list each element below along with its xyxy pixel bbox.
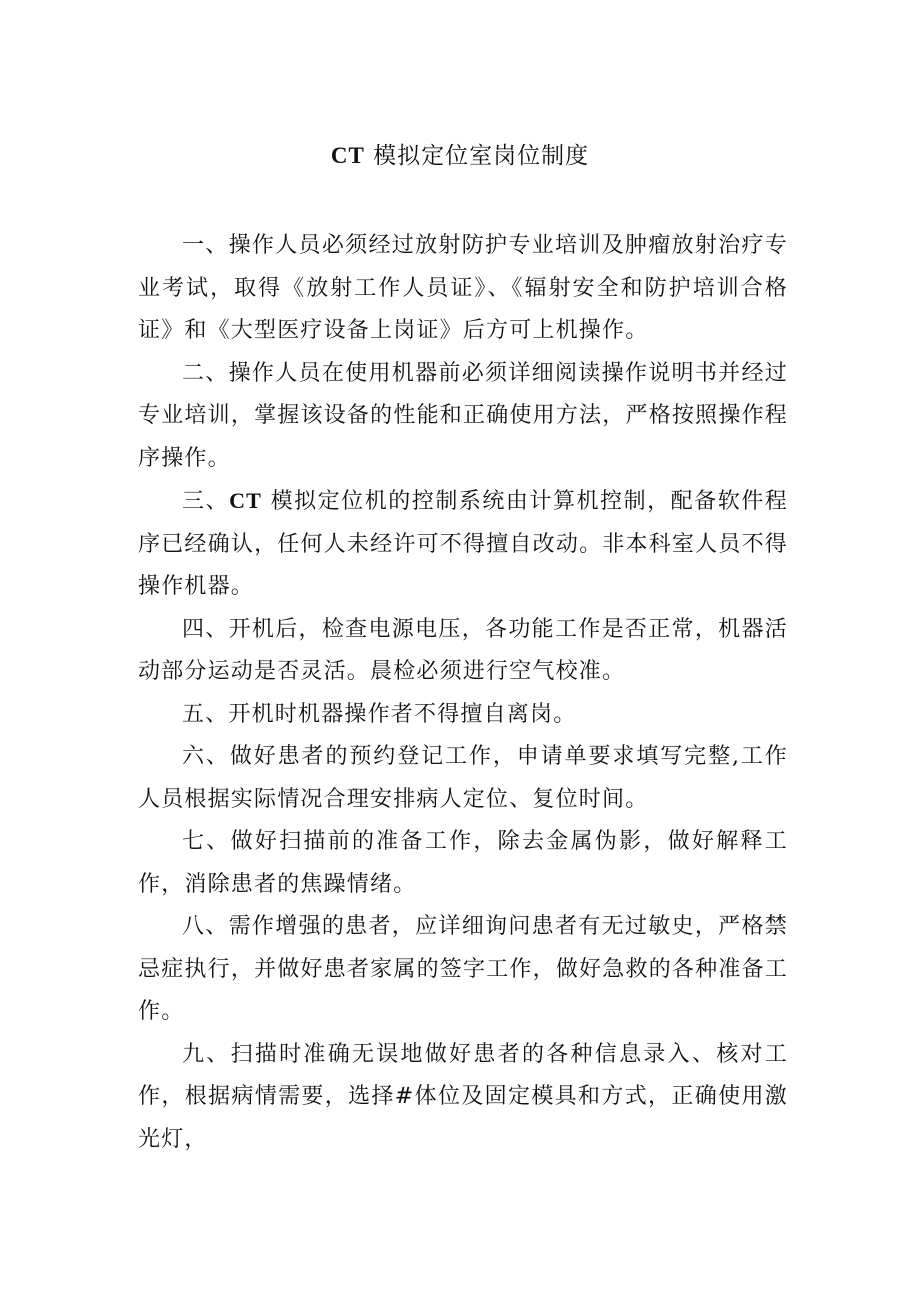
paragraph-4: 四、开机后，检查电源电压，各功能工作是否正常，机器活动部分运动是否灵活。晨检必须进行空气校准。 — [138, 616, 788, 684]
document-title — [0, 140, 920, 172]
paragraph-2: 二、操作人员在使用机器前必须详细阅读操作说明书并经过专业培训，掌握该设备的性能和正确使用方法，严格按照操作程序操作。 — [138, 360, 788, 471]
paragraph-8: 八、需作增强的患者，应详细询问患者有无过敏史，严格禁忌症执行，并做好患者家属的签字工作，做好急救的各种准备工作。 — [138, 914, 788, 1024]
paragraph-5: 五、开机时机器操作者不得擅自离岗。 — [182, 701, 577, 727]
paragraph-9: 九、扫描时准确无误地做好患者的各种信息录入、核对工作，根据病情需要，选择#体位及固定模具和方式，正确使用激光灯， — [138, 1041, 788, 1152]
paragraph-1: 一、操作人员必须经过放射防护专业培训及肿瘤放射治疗专业考试，取得《放射工作人员证》、《辐射安全和防护培训合格证》和《大型医疗设备上岗证》后方可上机操作。 — [138, 233, 788, 343]
paragraph-3-text: 模拟定位机的控制系统由计算机控制，配备软件程序已经确认，任何人未经许可不得擅自改动。非本科室人员不得操作机器。 — [138, 489, 788, 599]
paragraph-3-lead: 三、 — [182, 489, 230, 514]
document-body — [138, 225, 788, 1161]
title-prefix: CT — [330, 143, 365, 168]
paragraph-7: 七、做好扫描前的准备工作，除去金属伪影，做好解释工作，消除患者的焦躁情绪。 — [138, 829, 788, 897]
paragraph-6: 六、做好患者的预约登记工作，申请单要求填写完整,工作人员根据实际情况合理安排病人定位、复位时间。 — [138, 744, 788, 812]
title-text: 模拟定位室岗位制度 — [373, 143, 590, 169]
paragraph-3-term: CT — [229, 488, 263, 513]
paragraph-3 — [138, 480, 788, 609]
